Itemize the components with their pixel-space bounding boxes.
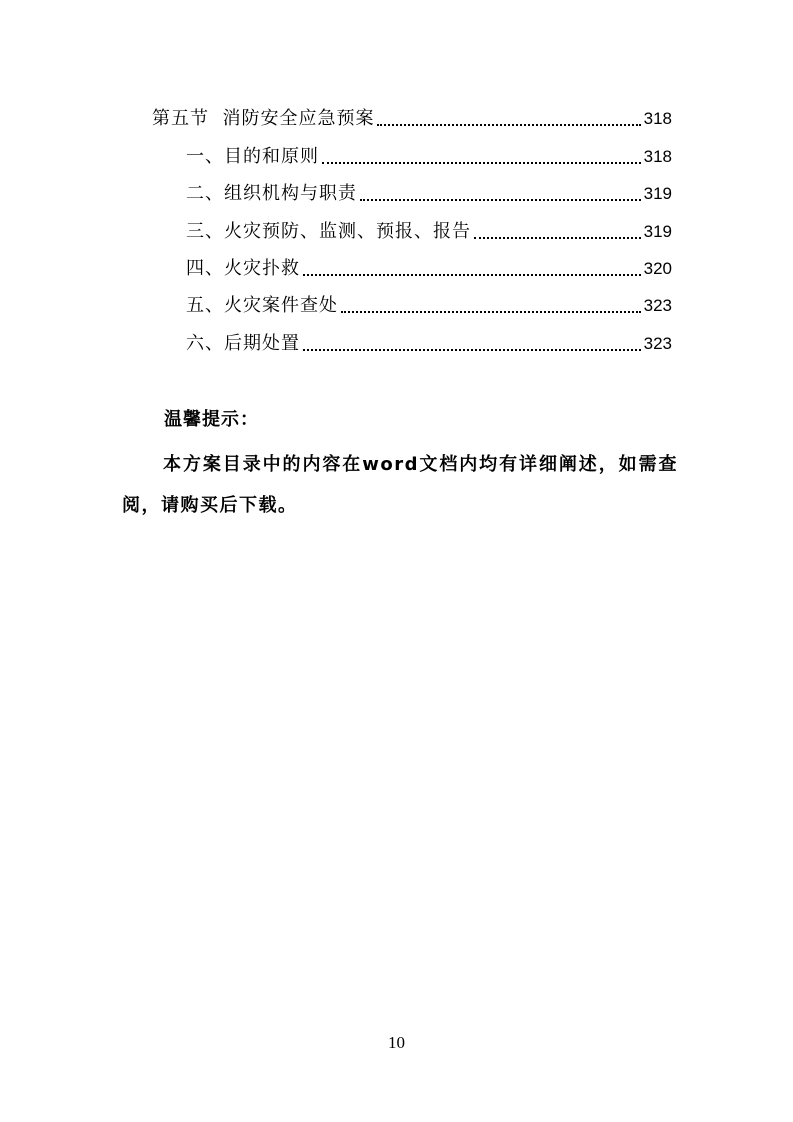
toc-section-entry[interactable] xyxy=(152,104,672,134)
toc-entry[interactable] xyxy=(186,179,672,209)
toc-entry-title: 五、火灾案件查处 xyxy=(186,295,338,316)
toc-dot-leader xyxy=(303,349,641,351)
toc-entry[interactable] xyxy=(186,291,672,321)
notice-heading: 温馨提示： xyxy=(164,409,259,430)
toc-entry-title: 第五节 消防安全应急预案 xyxy=(152,108,375,129)
notice-body: 本方案目录中的内容在word文档内均有详细阐述，如需查阅，请购买后下载。 xyxy=(122,454,678,516)
toc-entry[interactable] xyxy=(186,329,672,359)
toc-entry-page: 319 xyxy=(643,184,672,203)
toc-entry-page: 323 xyxy=(643,296,672,315)
toc-entry-title: 四、火灾扑救 xyxy=(186,258,300,279)
toc-entry-title: 一、目的和原则 xyxy=(186,146,319,167)
toc-dot-leader xyxy=(360,199,641,201)
toc-entry[interactable] xyxy=(186,254,672,284)
toc-entry-page: 319 xyxy=(643,222,672,241)
toc-entry-title: 二、组织机构与职责 xyxy=(186,183,357,204)
toc-dot-leader xyxy=(322,162,641,164)
toc-entry-page: 320 xyxy=(643,259,672,278)
toc-entry-page: 323 xyxy=(643,334,672,353)
toc-entry[interactable] xyxy=(186,142,672,172)
toc-dot-leader xyxy=(377,124,640,126)
toc-entry[interactable] xyxy=(186,217,672,247)
toc-dot-leader xyxy=(303,274,641,276)
toc-dot-leader xyxy=(341,311,641,313)
toc-entry-page: 318 xyxy=(643,147,672,166)
toc-entry-page: 318 xyxy=(643,109,672,128)
page-number: 10 xyxy=(388,1033,405,1052)
toc-dot-leader xyxy=(474,237,641,239)
toc-entry-title: 六、后期处置 xyxy=(186,333,300,354)
toc-entry-title: 三、火灾预防、监测、预报、报告 xyxy=(186,221,471,242)
